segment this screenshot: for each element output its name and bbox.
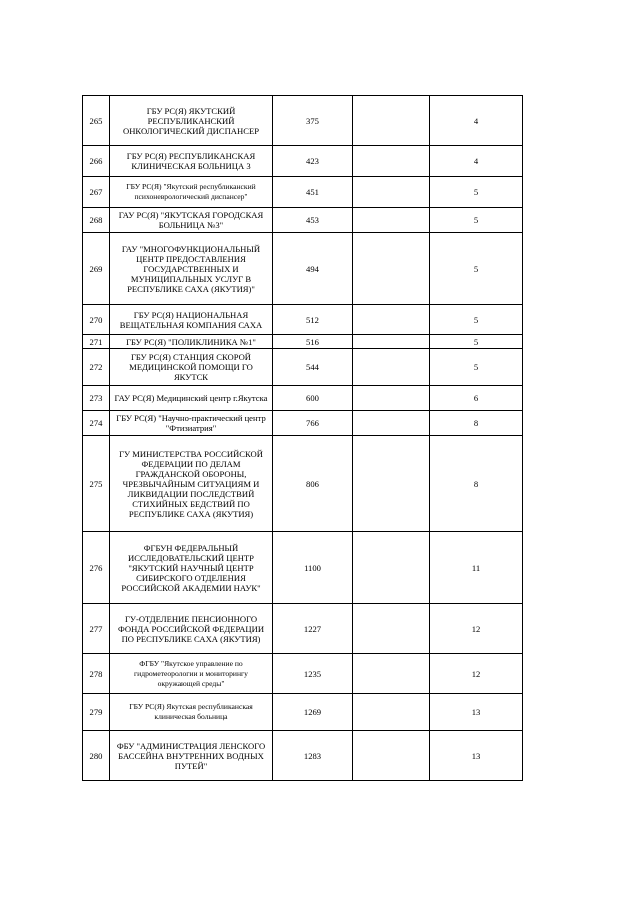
value-cell: 544 [273,349,353,386]
table-row [83,305,523,335]
empty-cell [353,411,430,436]
value-cell: 494 [273,233,353,305]
empty-cell [353,335,430,349]
value-cell: 1235 [273,654,353,694]
organization-name-cell: ГБУ РС(Я) СТАНЦИЯ СКОРОЙ МЕДИЦИНСКОЙ ПОМОЩИ ГО ЯКУТСК [110,349,273,386]
organization-name-cell: ГБУ РС(Я) "ПОЛИКЛИНИКА №1" [110,335,273,349]
table-row [83,386,523,411]
organization-name-cell: ГБУ РС(Я) ЯКУТСКИЙ РЕСПУБЛИКАНСКИЙ ОНКОЛОГИЧЕСКИЙ ДИСПАНСЕР [110,96,273,146]
empty-cell [353,654,430,694]
table-row [83,532,523,604]
organization-name-cell: ГБУ РС(Я) НАЦИОНАЛЬНАЯ ВЕЩАТЕЛЬНАЯ КОМПАНИЯ САХА [110,305,273,335]
organization-name-cell: ГУ МИНИСТЕРСТВА РОССИЙСКОЙ ФЕДЕРАЦИИ ПО ДЕЛАМ ГРАЖДАНСКОЙ ОБОРОНЫ, ЧРЕЗВЫЧАЙНЫМ СИТУАЦИЯМ И ЛИКВИДАЦИИ ПОСЛЕДСТВИЙ СТИХИЙНЫХ БЕДСТВИЙ ПО РЕСПУБЛИКЕ САХА (ЯКУТИЯ) [110,436,273,532]
empty-cell [353,146,430,177]
group-cell: 4 [430,146,523,177]
row-number-cell: 274 [83,411,110,436]
row-number-cell: 265 [83,96,110,146]
table-row [83,694,523,731]
value-cell: 600 [273,386,353,411]
value-cell: 1100 [273,532,353,604]
row-number-cell: 269 [83,233,110,305]
empty-cell [353,233,430,305]
organization-name-cell: ФГБУ "Якутское управление по гидрометеорологии и мониторингу окружающей среды" [110,654,273,694]
group-cell: 5 [430,349,523,386]
row-number-cell: 267 [83,177,110,208]
empty-cell [353,604,430,654]
organization-name-cell: ГАУ РС(Я) Медицинский центр г.Якутска [110,386,273,411]
group-cell: 12 [430,604,523,654]
value-cell: 512 [273,305,353,335]
value-cell: 451 [273,177,353,208]
table-body [83,96,523,781]
group-cell: 8 [430,411,523,436]
table-row [83,146,523,177]
value-cell: 1269 [273,694,353,731]
row-number-cell: 268 [83,208,110,233]
value-cell: 1227 [273,604,353,654]
group-cell: 5 [430,305,523,335]
document-table [82,95,523,781]
group-cell: 5 [430,233,523,305]
group-cell: 4 [430,96,523,146]
empty-cell [353,96,430,146]
value-cell: 1283 [273,731,353,781]
table-row [83,177,523,208]
value-cell: 375 [273,96,353,146]
table-row [83,335,523,349]
table-row [83,731,523,781]
value-cell: 806 [273,436,353,532]
organization-name-cell: ГБУ РС(Я) "Якутский республиканский психоневрологический диспансер" [110,177,273,208]
row-number-cell: 278 [83,654,110,694]
row-number-cell: 280 [83,731,110,781]
value-cell: 423 [273,146,353,177]
organization-name-cell: ГАУ РС(Я) "ЯКУТСКАЯ ГОРОДСКАЯ БОЛЬНИЦА №3" [110,208,273,233]
group-cell: 13 [430,731,523,781]
empty-cell [353,177,430,208]
table-row [83,436,523,532]
empty-cell [353,305,430,335]
organization-name-cell: ГБУ РС(Я) РЕСПУБЛИКАНСКАЯ КЛИНИЧЕСКАЯ БОЛЬНИЦА 3 [110,146,273,177]
table-row [83,233,523,305]
value-cell: 516 [273,335,353,349]
table-row [83,96,523,146]
table-row [83,208,523,233]
table-row [83,604,523,654]
empty-cell [353,532,430,604]
row-number-cell: 272 [83,349,110,386]
organization-name-cell: ГБУ РС(Я) Якутская республиканская клиническая больница [110,694,273,731]
row-number-cell: 271 [83,335,110,349]
organization-name-cell: ГАУ "МНОГОФУНКЦИОНАЛЬНЫЙ ЦЕНТР ПРЕДОСТАВЛЕНИЯ ГОСУДАРСТВЕННЫХ И МУНИЦИПАЛЬНЫХ УСЛУГ В РЕСПУБЛИКЕ САХА (ЯКУТИЯ)" [110,233,273,305]
group-cell: 5 [430,208,523,233]
value-cell: 453 [273,208,353,233]
group-cell: 8 [430,436,523,532]
table-row [83,654,523,694]
empty-cell [353,731,430,781]
row-number-cell: 279 [83,694,110,731]
group-cell: 5 [430,335,523,349]
group-cell: 13 [430,694,523,731]
organization-name-cell: ГУ-ОТДЕЛЕНИЕ ПЕНСИОННОГО ФОНДА РОССИЙСКОЙ ФЕДЕРАЦИИ ПО РЕСПУБЛИКЕ САХА (ЯКУТИЯ) [110,604,273,654]
empty-cell [353,349,430,386]
group-cell: 5 [430,177,523,208]
table-row [83,349,523,386]
organization-name-cell: ФБУ "АДМИНИСТРАЦИЯ ЛЕНСКОГО БАССЕЙНА ВНУТРЕННИХ ВОДНЫХ ПУТЕЙ" [110,731,273,781]
organization-name-cell: ГБУ РС(Я) "Научно-практический центр "Фтизиатрия" [110,411,273,436]
group-cell: 12 [430,654,523,694]
row-number-cell: 277 [83,604,110,654]
table-row [83,411,523,436]
row-number-cell: 273 [83,386,110,411]
empty-cell [353,208,430,233]
empty-cell [353,694,430,731]
organization-name-cell: ФГБУН ФЕДЕРАЛЬНЫЙ ИССЛЕДОВАТЕЛЬСКИЙ ЦЕНТР "ЯКУТСКИЙ НАУЧНЫЙ ЦЕНТР СИБИРСКОГО ОТДЕЛЕНИЯ РОССИЙСКОЙ АКАДЕМИИ НАУК" [110,532,273,604]
empty-cell [353,386,430,411]
value-cell: 766 [273,411,353,436]
row-number-cell: 275 [83,436,110,532]
group-cell: 11 [430,532,523,604]
empty-cell [353,436,430,532]
row-number-cell: 266 [83,146,110,177]
group-cell: 6 [430,386,523,411]
row-number-cell: 276 [83,532,110,604]
row-number-cell: 270 [83,305,110,335]
